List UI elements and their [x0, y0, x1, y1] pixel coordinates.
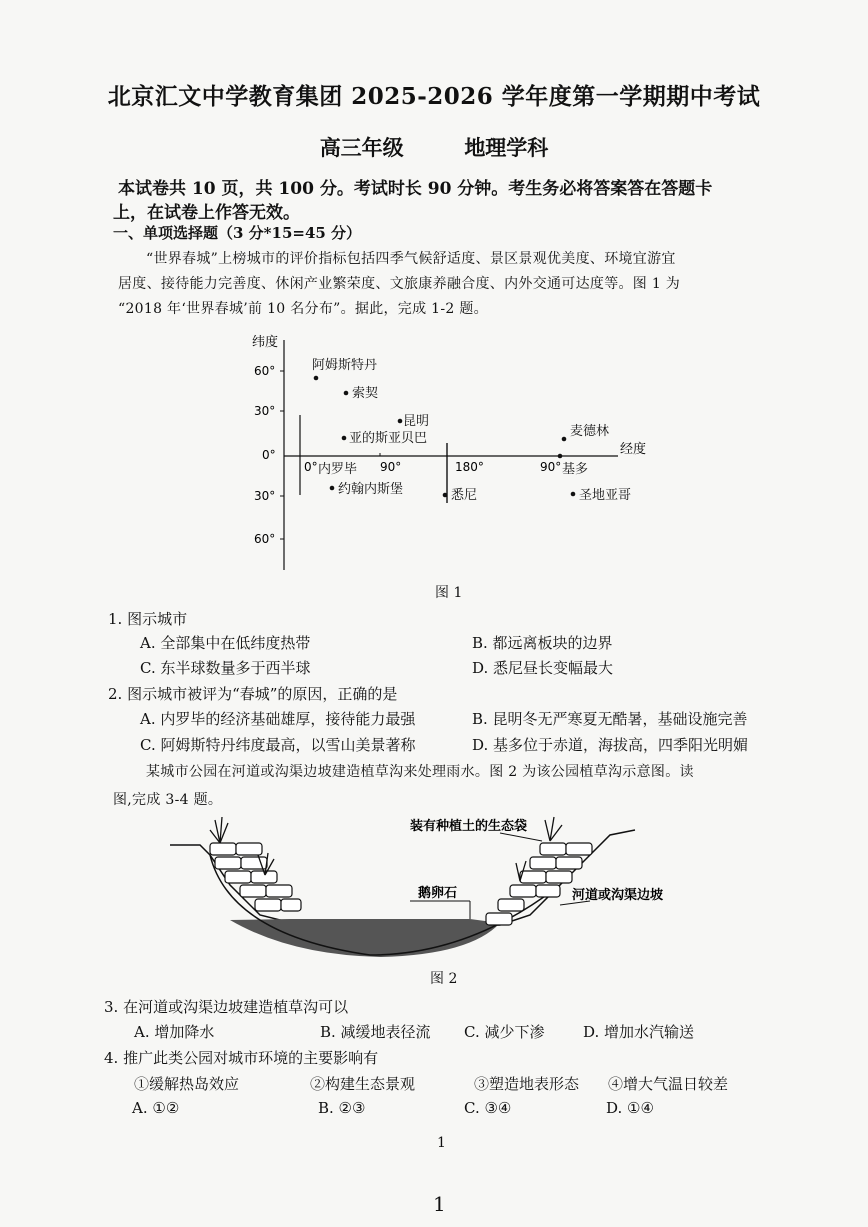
q1-option-d[interactable]: D. 悉尼昼长变幅最大	[472, 659, 614, 677]
lat-tick-60n: 60°	[254, 364, 276, 378]
passage1-line2: 居度、接待能力完善度、休闲产业繁荣度、文旅康养融合度、内外交通可达度等。图 1 为	[118, 276, 681, 292]
city-dot-sydney	[443, 493, 448, 498]
q3-option-c[interactable]: C. 减少下渗	[464, 1023, 545, 1041]
instructions-line2: 上，在试卷上作答无效。	[113, 203, 300, 223]
city-label-sochi: 索契	[352, 386, 379, 401]
q4-item-1: ①缓解热岛效应	[134, 1075, 240, 1093]
city-label-sydney: 悉尼	[451, 488, 478, 503]
q2-option-d[interactable]: D. 基多位于赤道，海拔高，四季阳光明媚	[472, 736, 749, 754]
lat-tick-60s: 60°	[254, 532, 276, 546]
city-label-kunming: 昆明	[403, 414, 430, 429]
q3-option-d[interactable]: D. 增加水汽输送	[583, 1023, 695, 1041]
city-label-quito: 基多	[562, 462, 589, 477]
gravel-bed	[230, 919, 500, 957]
q2-option-a[interactable]: A. 内罗毕的经济基础雄厚，接待能力最强	[140, 710, 416, 728]
instructions-line1: 本试卷共 10 页，共 100 分。考试时长 90 分钟。考生务必将答案答在答题卡	[118, 179, 713, 199]
city-label-johannesburg: 约翰内斯堡	[338, 482, 404, 497]
q4-option-b[interactable]: B. ②③	[318, 1099, 366, 1117]
lat-tick-0: 0°	[262, 448, 276, 462]
figure2-caption: 图 2	[430, 971, 458, 987]
q3-option-b[interactable]: B. 减缓地表径流	[320, 1023, 431, 1041]
city-label-addis-ababa: 亚的斯亚贝巴	[349, 431, 428, 446]
page-number-large: 1	[433, 1192, 446, 1216]
grade-label: 高三年级	[319, 135, 404, 160]
q4-option-c[interactable]: C. ③④	[464, 1099, 512, 1117]
lon-tick-180: 180°	[455, 460, 484, 474]
city-label-amsterdam: 阿姆斯特丹	[312, 358, 378, 373]
q2-stem: 2. 图示城市被评为“春城”的原因，正确的是	[108, 685, 398, 703]
q1-option-c[interactable]: C. 东半球数量多于西半球	[140, 659, 311, 677]
section-heading: 一、单项选择题（3 分*15=45 分）	[113, 224, 362, 242]
label-cobblestone: 鹅卵石	[418, 886, 458, 901]
label-slope: 河道或沟渠边坡	[572, 888, 664, 903]
city-dot-medellin	[562, 437, 567, 442]
lon-axis-label: 经度	[620, 442, 647, 457]
exam-subtitle	[0, 132, 868, 162]
q1-option-b[interactable]: B. 都远离板块的边界	[472, 634, 613, 652]
city-dot-johannesburg	[330, 486, 335, 491]
city-dot-amsterdam	[314, 376, 319, 381]
passage2-line2: 图,完成 3-4 题。	[113, 792, 223, 808]
q4-item-3: ③塑造地表形态	[474, 1075, 580, 1093]
lon-tick-90w: 90°	[540, 460, 562, 474]
city-dot-kunming	[398, 419, 403, 424]
q3-option-a[interactable]: A. 增加降水	[134, 1023, 215, 1041]
city-dot-sochi	[344, 391, 349, 396]
q4-option-a[interactable]: A. ①②	[132, 1099, 180, 1117]
exam-title: 北京汇文中学教育集团 2025-2026 学年度第一学期期中考试	[107, 83, 761, 110]
bag-leader-line	[500, 833, 542, 841]
passage1-line1: “世界春城”上榜城市的评价指标包括四季气候舒适度、景区景观优美度、环境宜游宜	[146, 251, 676, 267]
lat-tick-30s: 30°	[254, 489, 276, 503]
city-dot-quito	[558, 454, 563, 459]
right-eco-bags	[486, 843, 592, 925]
figure2-diagram	[170, 815, 664, 965]
lon-tick-90e: 90°	[380, 460, 402, 474]
lat-tick-30n: 30°	[254, 404, 276, 418]
q4-option-d[interactable]: D. ①④	[606, 1099, 654, 1117]
left-eco-bags	[210, 843, 301, 911]
city-dot-santiago	[571, 492, 576, 497]
passage2-line1: 某城市公园在河道或沟渠边坡建造植草沟来处理雨水。图 2 为该公园植草沟示意图。读	[146, 764, 694, 780]
q4-item-4: ④增大气温日较差	[608, 1075, 729, 1093]
figure1-chart	[240, 325, 660, 585]
lon-tick-0: 0°	[304, 460, 318, 474]
label-eco-bag: 装有种植土的生态袋	[410, 819, 528, 834]
q1-option-a[interactable]: A. 全部集中在低纬度热带	[140, 634, 311, 652]
q4-item-2: ②构建生态景观	[310, 1075, 416, 1093]
city-label-medellin: 麦德林	[570, 424, 610, 439]
passage1-line3: “2018 年‘世界春城’前 10 名分布”。据此，完成 1-2 题。	[118, 301, 488, 317]
figure1-caption: 图 1	[435, 585, 463, 601]
city-label-santiago: 圣地亚哥	[579, 488, 632, 503]
q3-stem: 3. 在河道或沟渠边坡建造植草沟可以	[104, 998, 349, 1016]
q1-stem: 1. 图示城市	[108, 610, 188, 628]
lat-axis-label: 纬度	[252, 335, 279, 350]
q4-stem: 4. 推广此类公园对城市环境的主要影响有	[104, 1049, 379, 1067]
q2-option-c[interactable]: C. 阿姆斯特丹纬度最高，以雪山美景著称	[140, 736, 416, 754]
city-dot-addis-ababa	[342, 436, 347, 441]
page-number-small: 1	[437, 1135, 446, 1151]
q2-option-b[interactable]: B. 昆明冬无严寒夏无酷暑，基础设施完善	[472, 710, 748, 728]
subject-label: 地理学科	[464, 135, 549, 160]
city-label-nairobi: 内罗毕	[318, 462, 358, 477]
